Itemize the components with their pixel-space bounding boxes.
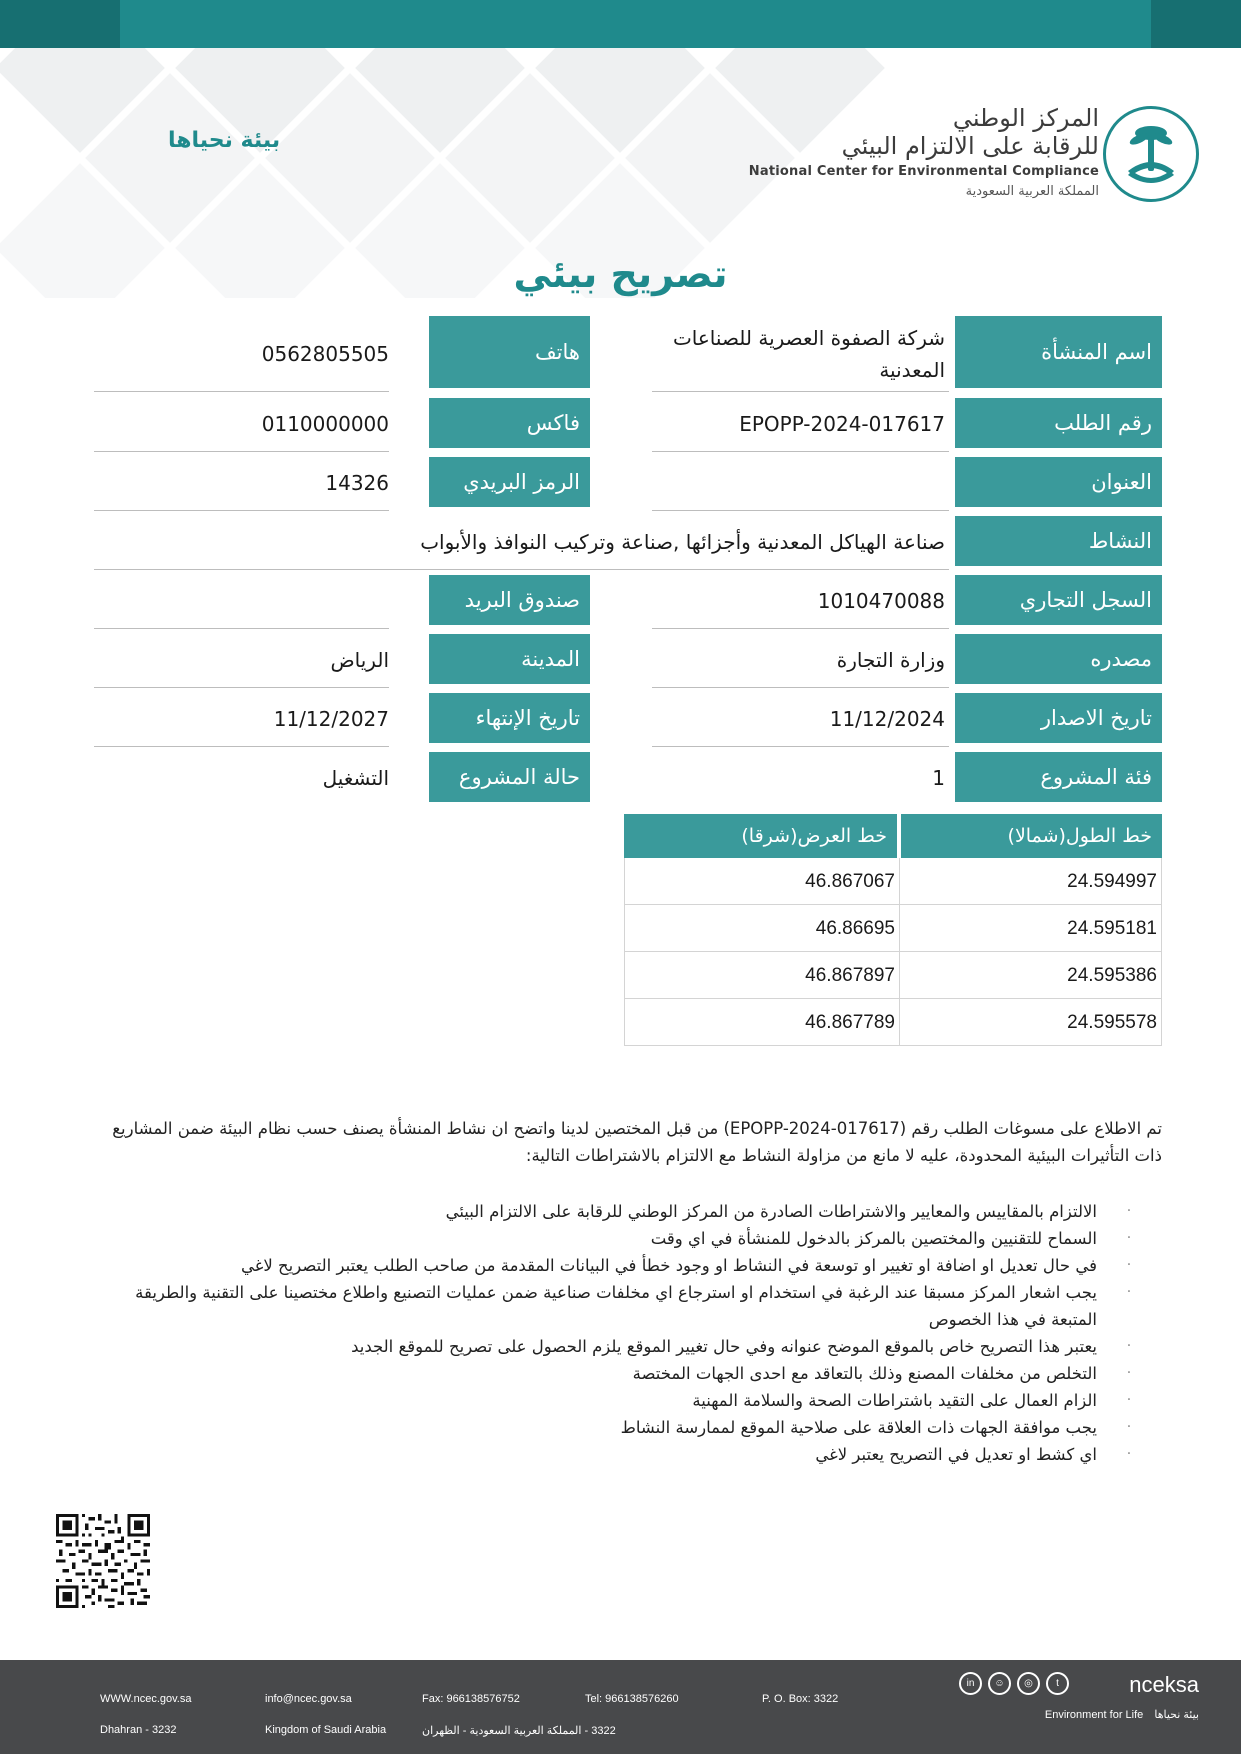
po-box-label: صندوق البريد [429, 575, 590, 627]
bullet: · [1126, 1419, 1132, 1435]
north-cell: 24.595181 [1067, 917, 1157, 939]
fax-label: فاكس [429, 398, 590, 450]
bullet: · [1126, 1365, 1132, 1381]
twitter-icon[interactable]: t [1046, 1672, 1069, 1695]
top-band [0, 0, 1241, 48]
coordinates-row [624, 905, 1162, 952]
facility-name-line1: شركة الصفوة العصرية للصناعات [672, 325, 945, 350]
footer-brand [1045, 1672, 1199, 1721]
intro-paragraph: تم الاطلاع على مسوغات الطلب رقم (EPOPP-2024-017617) من قبل المختصين لدينا واتضح ان نشاط المنشأة يصنف حسب نظام البيئة ضمن المشاريع ذات التأثيرات البيئية المحدودة، عليه لا مانع من مزاولة النشاط مع الالتزام بالاشتراطات التالية: [112, 1119, 1162, 1165]
coordinates-row [624, 999, 1162, 1046]
country-ar: المملكة العربية السعودية [965, 184, 1099, 199]
coordinates-table-header [624, 814, 1162, 858]
commercial-register-label: السجل التجاري [955, 575, 1162, 627]
address-value [652, 455, 949, 511]
condition-item: · التخلص من مخلفات المصنع وذلك بالتعاقد مع احدى الجهات المختصة [93, 1360, 1161, 1387]
footer-email[interactable]: info@ncec.gov.sa [265, 1693, 352, 1705]
footer-tagline [1045, 1708, 1199, 1721]
coordinates-row [624, 858, 1162, 905]
row-facility-name [94, 316, 1162, 392]
footer-po-box: P. O. Box: 3322 [762, 1693, 839, 1705]
request-number-value: EPOPP-2024-017617 [652, 396, 949, 452]
expiry-date-label: تاريخ الإنتهاء [429, 693, 590, 745]
condition-item: · في حال تعديل او اضافة او تغيير او توسعة في النشاط او وجود خطأ في البيانات المقدمة من صاحب الطلب يعتبر التصريح لاغي [93, 1252, 1161, 1279]
condition-item: · السماح للتقنيين والمختصين بالمركز بالدخول للمنشأة في اي وقت [93, 1225, 1161, 1252]
latitude-header: خط العرض(شرقا) [624, 814, 897, 858]
postal-code-label: الرمز البريدي [429, 457, 590, 509]
issue-date-label: تاريخ الاصدار [955, 693, 1162, 745]
footer-kingdom-en: Kingdom of Saudi Arabia [265, 1724, 387, 1736]
row-issue-date [94, 691, 1162, 747]
footer-handle: nceksa [1129, 1672, 1199, 1697]
activity-value: صناعة الهياكل المعدنية وأجزائها ,صناعة وتركيب النوافذ والأبواب [94, 514, 949, 570]
org-name-ar-line1: المركز الوطني [952, 104, 1099, 132]
east-cell: 46.867067 [805, 870, 895, 892]
top-band-right-accent [1151, 0, 1241, 48]
document-title: تصريح بيئي [513, 252, 728, 296]
snapchat-icon[interactable]: ☺ [988, 1672, 1011, 1695]
longitude-header: خط الطول(شمالا) [901, 814, 1162, 858]
saudi-emblem-icon [1103, 106, 1199, 202]
postal-code-value: 14326 [94, 455, 389, 511]
footer-tagline-en: Environment for Life [1044, 1709, 1144, 1721]
row-source [94, 632, 1162, 688]
north-cell: 24.595578 [1067, 1011, 1157, 1033]
facility-name-line2: المعدنية [879, 357, 945, 382]
east-cell: 46.867789 [805, 1011, 895, 1033]
north-cell: 24.594997 [1067, 870, 1157, 892]
phone-value: 0562805505 [94, 316, 389, 392]
source-value: وزارة التجارة [652, 632, 949, 688]
row-commercial-register [94, 573, 1162, 629]
bullet: · [1126, 1284, 1132, 1300]
organization-block [749, 104, 1099, 199]
project-status-label: حالة المشروع [429, 752, 590, 804]
qr-code-icon[interactable] [56, 1514, 150, 1608]
east-cell: 46.867897 [805, 964, 895, 986]
source-label: مصدره [955, 634, 1162, 686]
condition-item: · الزام العمال على التقيد باشتراطات الصحة والسلامة المهنية [93, 1387, 1161, 1414]
project-category-label: فئة المشروع [955, 752, 1162, 804]
footer-tagline-ar: بيئة نحياها [1154, 1709, 1199, 1721]
request-number-label: رقم الطلب [955, 398, 1162, 450]
condition-item: · الالتزام بالمقاييس والمعايير والاشتراطات الصادرة من المركز الوطني للرقابة على الالتزام البيئي [93, 1198, 1161, 1225]
org-name-en: National Center for Environmental Compliance [748, 164, 1099, 179]
top-band-left-accent [0, 0, 120, 48]
bullet: · [1126, 1446, 1132, 1462]
footer-website[interactable]: WWW.ncec.gov.sa [100, 1693, 192, 1705]
bullet: · [1126, 1203, 1132, 1219]
bullet: · [1126, 1257, 1132, 1273]
row-activity [94, 514, 1162, 570]
east-cell: 46.86695 [815, 917, 895, 939]
condition-item: · يعتبر هذا التصريح خاص بالموقع الموضح عنوانه وفي حال تغيير الموقع يلزم الحصول على تصريح للموقع الجديد [93, 1333, 1161, 1360]
facility-name-value [652, 316, 949, 392]
row-request-number [94, 396, 1162, 452]
footer-fax: Fax: 966138576752 [422, 1693, 520, 1705]
issue-date-value: 11/12/2024 [652, 691, 949, 747]
north-cell: 24.595386 [1067, 964, 1157, 986]
project-category-value: 1 [932, 766, 945, 790]
linkedin-icon[interactable]: in [959, 1672, 982, 1695]
bullet: · [1126, 1230, 1132, 1246]
condition-item: · يجب اشعار المركز مسبقا عند الرغبة في استخدام او استرجاع اي مخلفات صناعية ضمن عمليات التصنيع واطلاع مختصينا على التقنية والطريقة المتبعة في هذا الخصوص [93, 1279, 1161, 1333]
row-address [94, 455, 1162, 511]
condition-item: · يجب موافقة الجهات ذات العلاقة على صلاحية الموقع لممارسة النشاط [93, 1414, 1161, 1441]
bullet: · [1126, 1338, 1132, 1354]
instagram-icon[interactable]: ◎ [1017, 1672, 1040, 1695]
brand-slogan: بيئة نحياها [168, 128, 281, 153]
po-box-value [94, 573, 389, 629]
footer-address-ar: 3322 - المملكة العربية السعودية - الظهران [422, 1725, 616, 1737]
project-status-value: التشغيل [322, 766, 389, 790]
phone-label: هاتف [429, 316, 590, 390]
conditions-list [93, 1198, 1161, 1468]
condition-item: · اي كشط او تعديل في التصريح يعتبر لاغي [93, 1441, 1161, 1468]
fax-value: 0110000000 [94, 396, 389, 452]
city-value: الرياض [94, 632, 389, 688]
commercial-register-value: 1010470088 [652, 573, 949, 629]
row-project-category [94, 750, 1162, 806]
facility-name-label: اسم المنشأة [955, 316, 1162, 390]
org-name-ar-line2: للرقابة على الالتزام البيئي [841, 132, 1099, 160]
footer-dhahran: Dhahran - 3232 [100, 1724, 177, 1736]
footer [0, 1660, 1241, 1754]
bullet: · [1126, 1392, 1132, 1408]
expiry-date-value: 11/12/2027 [94, 691, 389, 747]
coordinates-row [624, 952, 1162, 999]
city-label: المدينة [429, 634, 590, 686]
address-label: العنوان [955, 457, 1162, 509]
footer-tel: Tel: 966138576260 [585, 1693, 679, 1705]
activity-label: النشاط [955, 516, 1162, 568]
